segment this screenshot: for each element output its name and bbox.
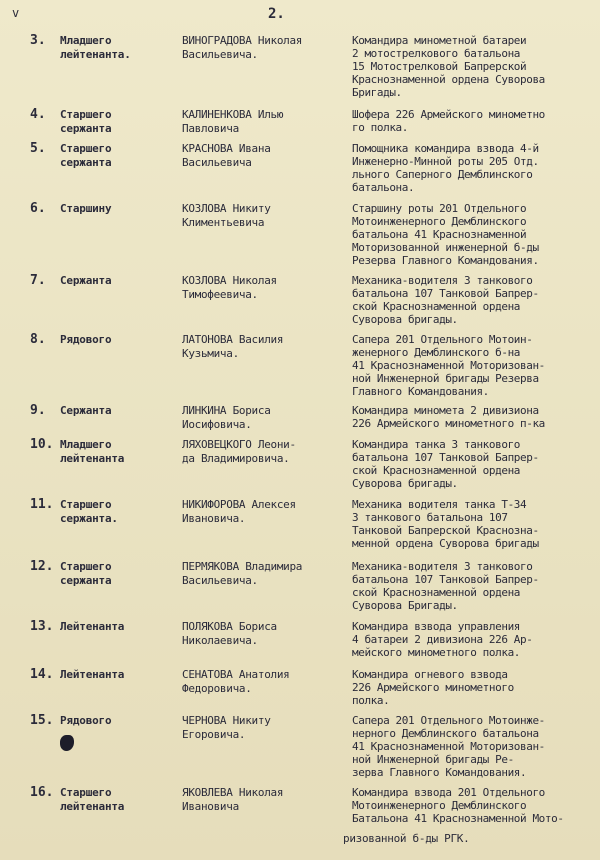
entry-number: 16. bbox=[30, 785, 54, 800]
entry-name: ЛЯХОВЕЦКОГО Леони- да Владимировича. bbox=[182, 438, 296, 465]
entry-rank: Лейтенанта bbox=[60, 620, 125, 633]
entry-name: КОЗЛОВА Никиту Климентьевича bbox=[182, 202, 271, 229]
entry-name: ЛАТОНОВА Василия Кузьмича. bbox=[182, 333, 284, 360]
entry-position: Сапера 201 Отдельного Мотоин- женерного Демблинского б-на 41 Краснознаменной Моторизован- ной Инженерной бригады Резерва Главного Командования. bbox=[352, 333, 545, 398]
entry-number: 9. bbox=[30, 403, 46, 418]
entry-rank: Старшего сержанта bbox=[60, 108, 112, 135]
entry-rank: Рядового bbox=[60, 333, 112, 346]
entry-number: 7. bbox=[30, 273, 46, 288]
entry-rank: Рядового bbox=[60, 714, 112, 727]
continuation-line: ризованной б-ды РГК. bbox=[343, 832, 470, 845]
entry-number: 12. bbox=[30, 559, 54, 574]
entry-number: 6. bbox=[30, 201, 46, 216]
entry-name: НИКИФОРОВА Алексея Ивановича. bbox=[182, 498, 296, 525]
entry-name: ЧЕРНОВА Никиту Егоровича. bbox=[182, 714, 271, 741]
entry-rank: Младшего лейтенанта. bbox=[60, 34, 131, 61]
entry-rank: Лейтенанта bbox=[60, 668, 125, 681]
entry-position: Шофера 226 Армейского минометно го полка. bbox=[352, 108, 545, 134]
corner-mark: v bbox=[12, 6, 20, 20]
entry-position: Механика-водителя 3 танкового батальона 107 Танковой Бапрер- ской Краснознаменной ордена Суворова Бригады. bbox=[352, 560, 539, 612]
entry-number: 8. bbox=[30, 332, 46, 347]
entry-name: ЛИНКИНА Бориса Иосифовича. bbox=[182, 404, 271, 431]
entry-position: Помощника командира взвода 4-й Инженерно-Минной роты 205 Отд. льного Саперного Демблинского батальона. bbox=[352, 142, 539, 194]
entry-position: Командира танка 3 танкового батальона 107 Танковой Бапрер- ской Краснознаменной ордена Суворова бригады. bbox=[352, 438, 539, 490]
entry-number: 5. bbox=[30, 141, 46, 156]
entry-position: Старшину роты 201 Отдельного Мотоинженерного Демблинского батальона 41 Краснознаменной Моторизованной инженерной б-ды Резерва Главного Командования. bbox=[352, 202, 539, 267]
entry-rank: Старшину bbox=[60, 202, 112, 215]
entry-number: 14. bbox=[30, 667, 54, 682]
entry-number: 10. bbox=[30, 437, 54, 452]
entry-rank: Сержанта bbox=[60, 274, 112, 287]
entry-number: 15. bbox=[30, 713, 54, 728]
entry-name: КАЛИНЕНКОВА Илью Павловича bbox=[182, 108, 284, 135]
entry-name: КОЗЛОВА Николая Тимофеевича. bbox=[182, 274, 277, 301]
entry-name: ПЕРМЯКОВА Владимира Васильевича. bbox=[182, 560, 303, 587]
entry-rank: Старшего сержанта bbox=[60, 142, 112, 169]
entry-name: ПОЛЯКОВА Бориса Николаевича. bbox=[182, 620, 277, 647]
entry-position: Командира миномета 2 дивизиона 226 Армейского минометного п-ка bbox=[352, 404, 545, 430]
entry-number: 11. bbox=[30, 497, 54, 512]
entry-rank: Старшего сержанта. bbox=[60, 498, 118, 525]
ink-blot bbox=[60, 735, 74, 751]
entry-name: СЕНАТОВА Анатолия Федоровича. bbox=[182, 668, 290, 695]
entry-position: Командира взвода 201 Отдельного Мотоинженерного Демблинского Батальона 41 Краснознаменной Мото- bbox=[352, 786, 564, 825]
entry-name: КРАСНОВА Ивана Васильевича bbox=[182, 142, 271, 169]
entry-rank: Старшего сержанта bbox=[60, 560, 112, 587]
entry-rank: Старшего лейтенанта bbox=[60, 786, 125, 813]
entry-name: ЯКОВЛЕВА Николая Ивановича bbox=[182, 786, 284, 813]
entry-number: 4. bbox=[30, 107, 46, 122]
entry-rank: Младшего лейтенанта bbox=[60, 438, 125, 465]
entry-position: Командира минометной батареи 2 мотострелкового батальона 15 Мотострелковой Бапрерской Краснознаменной ордена Суворова Бригады. bbox=[352, 34, 545, 99]
entry-position: Командира взвода управления 4 батареи 2 дивизиона 226 Ар- мейского минометного полка. bbox=[352, 620, 533, 659]
entry-position: Сапера 201 Отдельного Мотоинже- нерного Демблинского батальона 41 Краснознаменной Моторизован- ной Инженерной бригады Ре- зерва Главного Командования. bbox=[352, 714, 545, 779]
entry-rank: Сержанта bbox=[60, 404, 112, 417]
entry-number: 3. bbox=[30, 33, 46, 48]
entry-position: Механика водителя танка Т-34 3 танкового батальона 107 Танковой Бапрерской Краснозна- менной ордена Суворова бригады bbox=[352, 498, 539, 550]
entry-position: Механика-водителя 3 танкового батальона 107 Танковой Бапрер- ской Краснознаменной ордена Суворова бригады. bbox=[352, 274, 539, 326]
entry-position: Командира огневого взвода 226 Армейского минометного полка. bbox=[352, 668, 514, 707]
entry-number: 13. bbox=[30, 619, 54, 634]
page-number: 2. bbox=[268, 6, 285, 22]
entry-name: ВИНОГРАДОВА Николая Васильевича. bbox=[182, 34, 303, 61]
